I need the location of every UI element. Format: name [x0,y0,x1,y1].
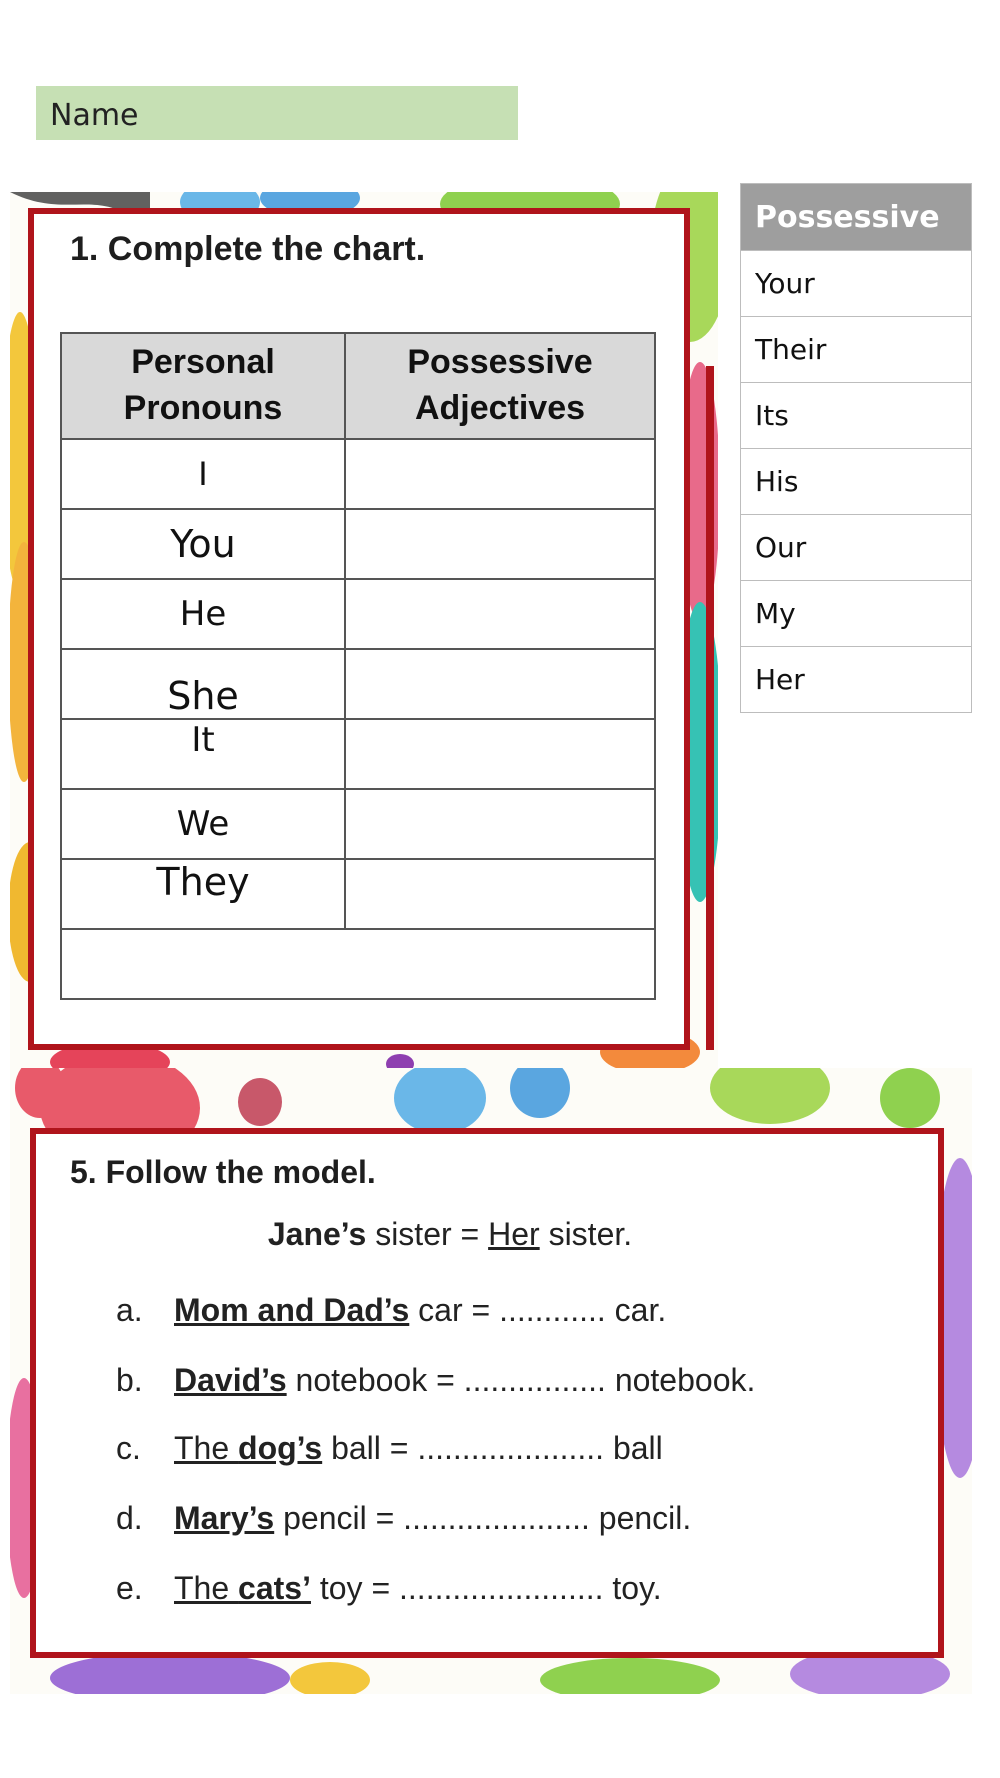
exercise-item [116,1362,755,1399]
table-row [61,859,655,929]
item-subject [174,1362,287,1398]
pronoun-cell: We [61,789,345,859]
item-letter: a. [116,1292,143,1328]
model-owner: Jane’s [267,1216,367,1252]
word-bank-item[interactable]: Her [741,647,972,713]
word-bank-item[interactable]: Your [741,251,972,317]
item-letter: c. [116,1430,141,1466]
header-personal-pronouns: Personal Pronouns [61,333,345,439]
model-answer: Her [488,1216,540,1252]
word-bank-item[interactable]: Its [741,383,972,449]
table-row [61,579,655,649]
pronoun-cell: He [61,579,345,649]
answer-cell[interactable] [345,719,655,789]
exercise1-title: 1. Complete the chart. [70,230,426,268]
pronoun-cell: It [61,719,345,789]
word-bank-item[interactable]: Our [741,515,972,581]
possessive-word-bank [740,183,972,713]
table-row [61,649,655,719]
answer-cell[interactable] [345,439,655,509]
model-text: sister = [366,1216,489,1252]
answer-cell[interactable] [345,789,655,859]
pronoun-chart [60,332,656,1000]
item-owner: dog’s [238,1430,323,1466]
item-rest[interactable]: car = ............ car. [409,1292,667,1328]
table-row [61,789,655,859]
item-owner: David’s [174,1362,287,1398]
exercise5-title: 5. Follow the model. [70,1154,376,1190]
word-bank-item[interactable]: Their [741,317,972,383]
table-row [61,439,655,509]
item-subject [174,1570,311,1606]
pronoun-cell: You [61,509,345,579]
decorative-border-strip [706,366,714,1050]
model-sentence [0,1216,900,1253]
item-prefix: The [174,1570,239,1606]
item-subject [174,1500,274,1536]
word-bank-header: Possessive [741,184,972,251]
name-label: Name [50,98,139,133]
answer-cell[interactable] [345,859,655,929]
header-possessive-adjectives: Possessive Adjectives [345,333,655,439]
item-letter: d. [116,1500,143,1536]
pronoun-cell: I [61,439,345,509]
exercise-item [116,1430,663,1467]
word-bank-item[interactable]: My [741,581,972,647]
item-rest[interactable]: ball = ..................... ball [322,1430,663,1466]
item-owner: Mom and Dad’s [174,1292,410,1328]
exercise-item [116,1500,691,1537]
name-field[interactable] [36,86,518,140]
empty-cell[interactable] [61,929,655,999]
item-rest[interactable]: pencil = ..................... pencil. [274,1500,692,1536]
exercise-item [116,1570,662,1607]
item-subject [174,1292,409,1328]
table-row [61,509,655,579]
item-subject [174,1430,322,1466]
pronoun-cell: She [61,649,345,719]
item-rest[interactable]: notebook = ................ notebook. [286,1362,756,1398]
item-owner: cats’ [238,1570,311,1606]
answer-cell[interactable] [345,509,655,579]
answer-cell[interactable] [345,649,655,719]
item-prefix: The [174,1430,239,1466]
word-bank-item[interactable]: His [741,449,972,515]
answer-cell[interactable] [345,579,655,649]
exercise-item [116,1292,666,1329]
item-owner: Mary’s [174,1500,275,1536]
pronoun-cell: They [61,859,345,929]
item-rest[interactable]: toy = ....................... toy. [310,1570,662,1606]
item-letter: b. [116,1362,143,1398]
table-row [61,719,655,789]
item-letter: e. [116,1570,143,1606]
table-row [61,929,655,999]
model-text-end: sister. [539,1216,633,1252]
